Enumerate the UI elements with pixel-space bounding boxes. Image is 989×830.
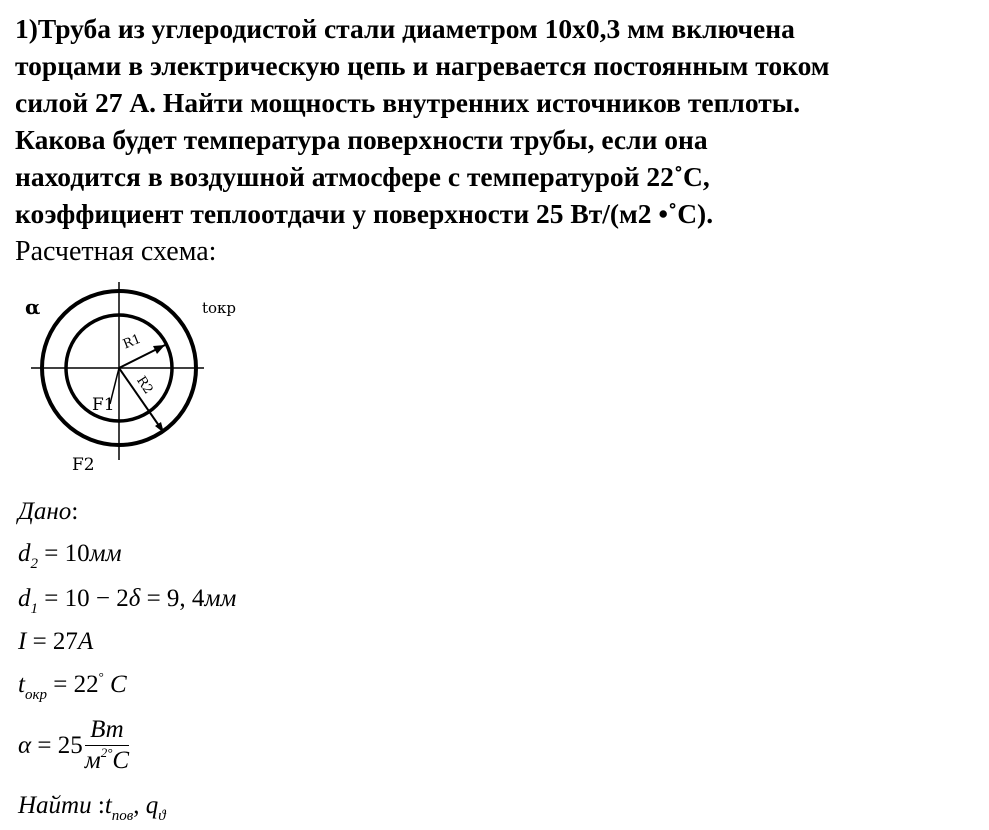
given-d2 — [18, 540, 122, 572]
d2-value: = 10 — [44, 540, 90, 567]
find-q-symbol: q — [145, 792, 159, 819]
temp-degree: ° — [98, 669, 104, 684]
d1-value: = 9, 4 — [146, 585, 205, 612]
d2-symbol: d — [18, 540, 31, 567]
current-value: = 27 — [32, 628, 78, 655]
given-heading-colon: : — [71, 498, 79, 525]
find-t-subscript: пов — [111, 808, 134, 824]
d1-expression-a: = 10 − 2 — [44, 585, 129, 612]
alpha-den-unit: C — [112, 747, 130, 774]
given-heading-text: Дано — [18, 498, 72, 525]
problem-line-1: 1)Труба из углеродистой стали диаметром 10х0,3 мм включена — [15, 13, 795, 44]
find-row — [18, 792, 166, 824]
find-q-subscript: ϑ — [158, 808, 166, 824]
d1-symbol: d — [18, 585, 31, 612]
d1-delta: δ — [128, 585, 141, 612]
temp-value: = 22 — [53, 671, 99, 698]
find-colon: : — [97, 792, 105, 819]
pipe-cross-section-diagram — [14, 280, 258, 496]
pipe-diagram-svg — [14, 280, 258, 496]
alpha-unit-denominator — [85, 746, 129, 779]
d2-subscript: 2 — [30, 556, 38, 572]
temp-unit: C — [110, 671, 127, 698]
current-symbol: I — [18, 628, 27, 655]
given-temperature — [18, 669, 127, 703]
temp-symbol: t — [18, 671, 25, 698]
given-heading — [18, 498, 78, 526]
f1-label: F1 — [92, 395, 115, 415]
f2-label: F2 — [72, 455, 95, 475]
given-d1 — [18, 585, 237, 617]
scheme-title: Расчетная схема: — [15, 236, 217, 267]
temp-subscript: окр — [24, 687, 47, 703]
alpha-value: = 25 — [37, 732, 83, 760]
r1-arrow-head — [153, 345, 165, 354]
given-current — [18, 628, 93, 656]
find-t-symbol: t — [104, 792, 112, 819]
d2-unit: мм — [89, 540, 122, 567]
problem-statement — [15, 10, 980, 232]
alpha-unit-fraction — [85, 716, 129, 779]
problem-line-3: силой 27 А. Найти мощность внутренних источников теплоты. — [15, 87, 801, 118]
alpha-den-base: м — [84, 747, 101, 774]
alpha-label: α — [25, 295, 41, 319]
problem-line-4: Какова будет температура поверхности трубы, если она — [15, 124, 708, 155]
current-unit: A — [77, 628, 94, 655]
problem-line-2: торцами в электрическую цепь и нагревается постоянным током — [15, 50, 830, 81]
t-env-label: tокр — [202, 299, 237, 317]
d1-unit: мм — [204, 585, 237, 612]
alpha-den-sup: 2° — [100, 745, 113, 760]
r2-label: R2 — [133, 373, 156, 398]
alpha-symbol: α — [18, 732, 32, 760]
problem-line-5: находится в воздушной атмосфере с температурой 22˚С, — [15, 161, 710, 192]
find-comma: , — [133, 792, 140, 819]
given-alpha — [18, 716, 129, 779]
find-label: Найти — [18, 792, 92, 819]
alpha-unit-numerator: Вт — [85, 716, 129, 746]
d1-subscript: 1 — [30, 601, 38, 617]
problem-line-6: коэффициент теплоотдачи у поверхности 25 Вт/(м2 •˚С). — [15, 198, 714, 229]
r1-label: R1 — [120, 331, 144, 353]
